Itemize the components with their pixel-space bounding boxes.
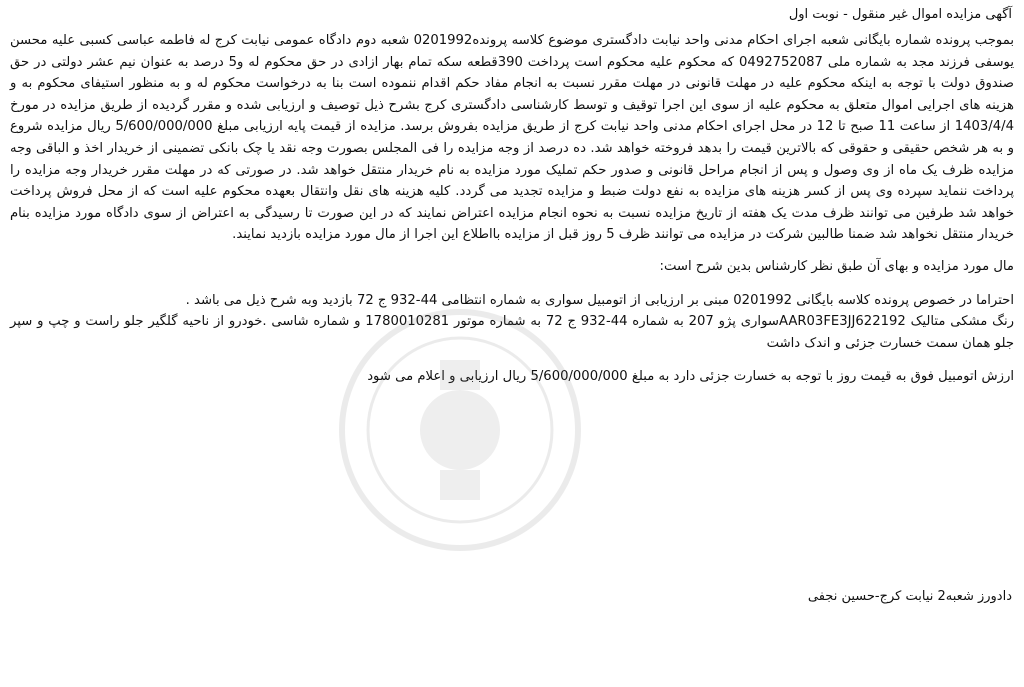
expert-report-paragraph: احتراما در خصوص پرونده کلاسه بایگانی 0201992 مبنی بر ارزیابی از اتومبیل سواری به شماره انتظامی 44-932 ج 72 بازدید وبه شرح ذیل می باشد .	[185, 292, 1014, 308]
valuation-paragraph: ارزش اتومبیل فوق به قیمت روز با توجه به خسارت جزئی دارد به مبلغ 5/600/000/000 ریال ارزیابی و اعلام می شود	[367, 369, 1014, 385]
notice-main-paragraph: بموجب پرونده شماره بایگانی شعبه اجرای احکام مدنی واحد نیابت دادگستری موضوع کلاسه پرونده0201992 شعبه دوم دادگاه عمومی نیابت کرج له فاطمه عباسی کسبی علیه محسن یوسفی فرزند مجد به شماره ملی 0492752087 که محکوم علیه محکوم است پرداخت 390قطعه سکه تمام بهار ازادی در حق محکوم له و5 درصد به عنوان نیم عشر دولتی در حق صندوق دولت با توجه به اینکه محکوم علیه در مهلت قانونی در مهلت مقرر نسبت به انجام مفاد حکم اقدام ننموده است بنا به درخواست محکوم له و به منظور استیفای محکوم به و هزینه های اجرایی اموال متعلق به محکوم علیه از سوی این اجرا توقیف و توسط کارشناسی دادگستری کرج بشرح ذیل توصیف و ارزیابی شده و مقرر گردیده از طریق مزایده در مورخ 1403/4/4 از ساعت 11 صبح تا 12 در محل اجرای احکام مدنی واحد نیابت کرج از طریق مزایده بفروش برسد. مزایده از قیمت پایه ارزیابی مبلغ 5/600/000/000 ریال مزایده شروع و به هر شخص حقیقی و حقوقی که بالاترین قیمت را بدهد فروخته خواهد شد. ده درصد از وجه مزایده را فی المجلس بصورت وجه نقد یا چک بانکی تضمینی از خریدار اخذ و الباقی وجه مزایده ظرف یک ماه از وی وصول و پس از انجام مراحل قانونی و صدور حکم تملیک مورد مزایده به نام خریدار منتقل خواهد شد. در صورتی که در مهلت مقرر خریدار وجه مزایده را پرداخت ننماید سپرده وی پس از کسر هزینه های مزایده به نفع دولت ضبط و مزایده تجدید می گردد. کلیه هزینه های نقل وانتقال بعهده محکوم علیه است که از محل فروش پرداخت خواهد شد طرفین می توانند ظرف مدت یک هفته از تاریخ مزایده نسبت به نحوه انجام مزایده اعتراض نمایند که در این صورت تا رسیدگی به اعتراض از سوی دادگاه مورد مزایده بنام خریدار منتقل نخواهد شد ضمنا طالبین شرکت در مزایده می توانند ظرف 5 روز قبل از مزایده بااطلاع این اجرا از مال مورد مزایده بازدید نمایند.	[10, 33, 1015, 243]
signature-line: دادورز شعبه2 نیابت کرج-حسین نجفی	[807, 589, 1012, 604]
notice-title: آگهی مزایده اموال غیر منقول - نوبت اول	[788, 7, 1012, 22]
item-intro-paragraph: مال مورد مزایده و بهای آن طبق نظر کارشناس بدین شرح است:	[659, 258, 1014, 274]
vehicle-description-paragraph: رنگ مشکی متالیک AAR03FE3JJ622192سواری پژو 207 به شماره 44-932 ج 72 به شماره موتور 1780010281 و شماره شاسی .خودرو از ناحیه گلگیر جلو راست و چپ و سپر جلو همان سمت خسارت جزئی و اندک داشت	[10, 314, 1014, 351]
